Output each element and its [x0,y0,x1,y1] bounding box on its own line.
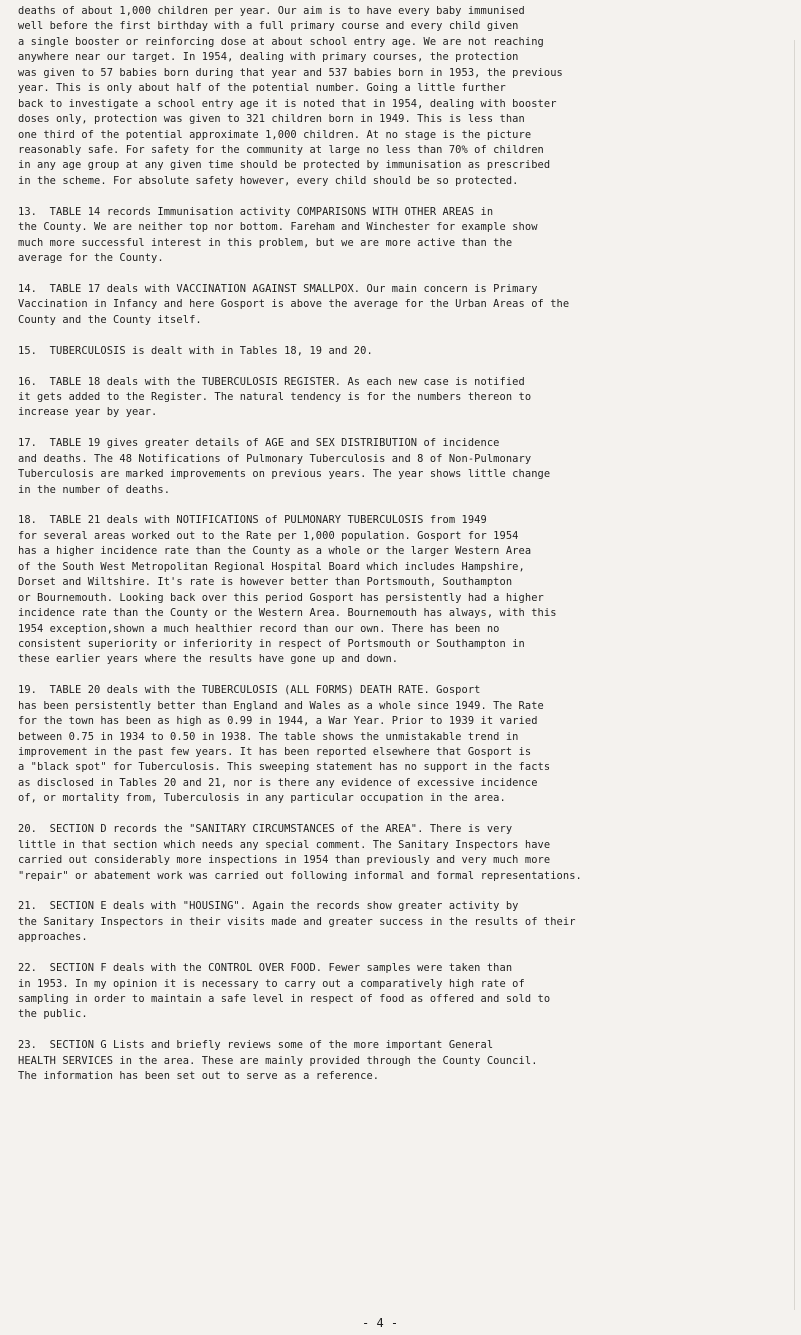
text-line: for several areas worked out to the Rate per 1,000 population. Gosport for 1954 [18,529,519,542]
paragraph-gap [18,1023,801,1038]
text-line: 18. TABLE 21 deals with NOTIFICATIONS of PULMONARY TUBERCULOSIS from 1949 [18,514,487,527]
paragraph-gap [18,328,801,343]
text-line: 23. SECTION G Lists and briefly reviews some of the more important General [18,1039,494,1052]
paragraph-gap [18,266,801,281]
text-line: 15. TUBERCULOSIS is dealt with in Tables 18, 19 and 20. [18,344,373,357]
paragraph-gap [18,498,801,513]
text-line: well before the first birthday with a full primary course and every child given [18,20,519,33]
text-line: between 0.75 in 1934 to 0.50 in 1938. The table shows the unmistakable trend in [18,730,519,743]
text-line: these earlier years where the results have gone up and down. [18,653,399,666]
text-line: average for the County. [18,252,164,264]
paragraph-gap [18,421,801,436]
text-line: 20. SECTION D records the "SANITARY CIRCUMSTANCES of the AREA". There is very [18,823,513,836]
paragraph [18,513,801,667]
text-line: Tuberculosis are marked improvements on previous years. The year shows little change [18,468,551,481]
text-line: approaches. [18,931,88,944]
text-line: incidence rate than the County or the Western Area. Bournemouth has always, with this [18,607,557,620]
text-line: consistent superiority or inferiority in respect of Portsmouth or Southampton in [18,637,525,650]
text-line: 1954 exception,shown a much healthier record than our own. There has been no [18,622,500,635]
paragraph [18,822,801,884]
text-line: 21. SECTION E deals with "HOUSING". Again the records show greater activity by [18,900,519,913]
text-line: sampling in order to maintain a safe level in respect of food as offered and sold to [18,993,551,1005]
text-line: HEALTH SERVICES in the area. These are mainly provided through the County Council. [18,1054,538,1067]
text-line: 13. TABLE 14 records Immunisation activity COMPARISONS WITH OTHER AREAS in [18,205,494,218]
text-line: was given to 57 babies born during that year and 537 babies born in 1953, the previous [18,66,563,79]
paragraph [18,1038,801,1084]
paragraph [18,4,801,189]
paragraph-gap [18,807,801,822]
text-line: has a higher incidence rate than the County as a whole or the larger Western Area [18,545,532,558]
text-line: of the South West Metropolitan Regional Hospital Board which includes Hampshire, [18,560,525,573]
text-line: deaths of about 1,000 children per year. Our aim is to have every baby immunised [18,5,525,17]
text-line: County and the County itself. [18,313,202,326]
text-line: a single booster or reinforcing dose at about school entry age. We are not reaching [18,35,544,48]
text-line: one third of the potential approximate 1,000 children. At no stage is the picture [18,128,532,141]
text-line: has been persistently better than England and Wales as a whole since 1949. The Rate [18,699,544,712]
paragraph-gap [18,668,801,683]
paragraph [18,436,801,498]
paragraph [18,344,801,359]
text-line: in any age group at any given time should be protected by immunisation as prescribed [18,159,551,172]
paragraph [18,899,801,945]
text-line: little in that section which needs any special comment. The Sanitary Inspectors have [18,838,551,851]
paragraph [18,205,801,267]
text-line: much more successful interest in this problem, but we are more active than the [18,236,513,249]
text-line: reasonably safe. For safety for the community at large no less than 70% of children [18,143,544,156]
text-line: back to investigate a school entry age it is noted that in 1954, dealing with booster [18,97,557,110]
text-line: for the town has been as high as 0.99 in 1944, a War Year. Prior to 1939 it varied [18,715,538,728]
text-line: doses only, protection was given to 321 children born in 1949. This is less than [18,113,525,126]
text-line: Dorset and Wiltshire. It's rate is however better than Portsmouth, Southampton [18,576,513,589]
text-line: increase year by year. [18,406,158,419]
paragraph [18,375,801,421]
text-line: anywhere near our target. In 1954, dealing with primary courses, the protection [18,51,519,64]
text-line: The information has been set out to serve as a reference. [18,1070,380,1083]
report-text-body [18,4,801,1085]
text-line: in the number of deaths. [18,483,171,496]
text-line: carried out considerably more inspections in 1954 than previously and very much more [18,854,551,867]
text-line: in the scheme. For absolute safety however, every child should be so protected. [18,174,519,187]
paragraph-gap [18,884,801,899]
text-line: as disclosed in Tables 20 and 21, nor is there any evidence of excessive incidence [18,776,538,789]
paragraph [18,282,801,328]
paragraph-gap [18,946,801,961]
text-line: Vaccination in Infancy and here Gosport is above the average for the Urban Areas of the [18,298,570,311]
text-line: year. This is only about half of the potential number. Going a little further [18,82,506,95]
text-line: it gets added to the Register. The natural tendency is for the numbers thereon to [18,390,532,403]
text-line: the Sanitary Inspectors in their visits made and greater success in the results of their [18,915,576,928]
text-line: or Bournemouth. Looking back over this period Gosport has persistently had a higher [18,591,544,604]
paragraph [18,683,801,807]
paragraph [18,961,801,1023]
text-line: in 1953. In my opinion it is necessary to carry out a comparatively high rate of [18,977,525,990]
text-line: of, or mortality from, Tuberculosis in any particular occupation in the area. [18,792,506,805]
text-line: and deaths. The 48 Notifications of Pulmonary Tuberculosis and 8 of Non-Pulmonary [18,452,532,465]
text-line: "repair" or abatement work was carried out following informal and formal representations. [18,869,582,882]
text-line: 17. TABLE 19 gives greater details of AGE and SEX DISTRIBUTION of incidence [18,437,500,450]
page-number: - 4 - [362,1316,399,1330]
text-line: 14. TABLE 17 deals with VACCINATION AGAINST SMALLPOX. Our main concern is Primary [18,282,538,295]
text-line: 19. TABLE 20 deals with the TUBERCULOSIS (ALL FORMS) DEATH RATE. Gosport [18,684,481,697]
text-line: a "black spot" for Tuberculosis. This sweeping statement has no support in the facts [18,761,551,774]
paragraph-gap [18,189,801,204]
text-line: 22. SECTION F deals with the CONTROL OVER FOOD. Fewer samples were taken than [18,962,513,975]
text-line: improvement in the past few years. It has been reported elsewhere that Gosport is [18,746,532,758]
text-line: the public. [18,1008,88,1021]
text-line: 16. TABLE 18 deals with the TUBERCULOSIS REGISTER. As each new case is notified [18,375,525,388]
text-line: the County. We are neither top nor bottom. Fareham and Winchester for example show [18,221,538,234]
paragraph-gap [18,359,801,374]
